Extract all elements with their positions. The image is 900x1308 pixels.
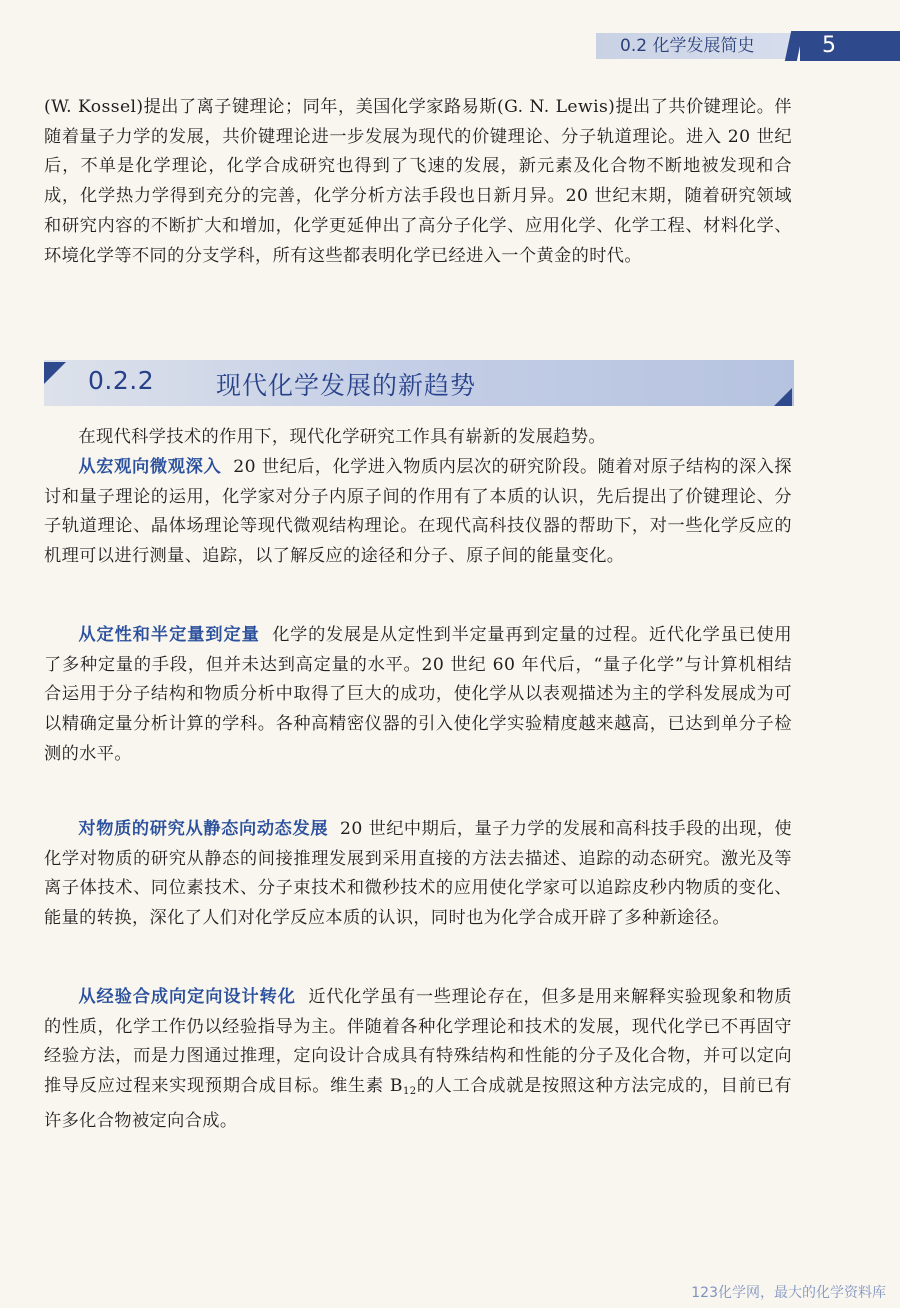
lead-paragraph: 在现代科学技术的作用下，现代化学研究工作具有崭新的发展趋势。 (78, 427, 607, 447)
page-number: 5 (800, 31, 900, 61)
trend-paragraph-4 (44, 983, 792, 1137)
trend-text: 20 世纪中期后，量子力学的发展和高科技手段的出现，使化学对物质的研究从静态的间接推理发展到采用直接的方法去描述、追踪的动态研究。激光及等离子体技术、同位素技术、分子束技术和微秒技术的应用使化学家可以追踪皮秒内物质的变化、能量的转换，深化了人们对化学反应本质的认识，同时也为化学合成开辟了多种新途径。 (44, 819, 793, 929)
trend-text: 化学的发展是从定性到半定量再到定量的过程。近代化学虽已使用了多种定量的手段，但并未达到高定量的水平。20 世纪 60 年代后，“量子化学”与计算机相结合运用于分子结构和物质分析中取得了巨大的成功，使化学从以表观描述为主的学科发展成为可以精确定量分析计算的学科。各种高精密仪器的引入使化学实验精度越来越高，已达到单分子检测的水平。 (44, 625, 792, 764)
heading-corner-right (774, 388, 792, 406)
heading-corner-left (44, 362, 66, 384)
trend-text: 的人工合成就是按照这种方法完成的，目前已有许多化合物被定向合成。 (44, 1076, 793, 1131)
trend-text: 近代化学虽有一些理论存在，但多是用来解释实验现象和物质的性质，化学工作仍以经验指导为主。伴随着各种化学理论和技术的发展，现代化学已不再固守经验方法，而是力图通过推理，定向设计合成具有特殊结构和性能的分子及化合物，并可以定向推导反应过程来实现预期合成目标。维生素 B (44, 987, 792, 1097)
intro-paragraph: (W. Kossel)提出了离子键理论；同年，美国化学家路易斯(G. N. Lewis)提出了共价键理论。伴随着量子力学的发展，共价键理论进一步发展为现代的价键理论、分子轨道理论。进入 20 世纪后，不单是化学理论，化学合成研究也得到了飞速的发展，新元素及化合物不断地被发现和合成，化学热力学得到充分的完善，化学分析方法手段也日新月异。20 世纪末期，随着研究领域和研究内容的不断扩大和增加，化学更延伸出了高分子化学、应用化学、化学工程、材料化学、环境化学等不同的分支学科，所有这些都表明化学已经进入一个黄金的时代。 (44, 97, 792, 266)
trend-keyword: 从定性和半定量到定量 (78, 625, 260, 645)
header-section-title: 0.2 化学发展简史 (596, 33, 792, 59)
trend-paragraph-2 (44, 621, 792, 770)
section-title: 现代化学发展的新趋势 (216, 371, 477, 400)
section-heading (44, 360, 794, 406)
section-number: 0.2.2 (88, 366, 155, 395)
watermark: 123化学网，最大的化学资料库 (691, 1285, 886, 1301)
vitamin-subscript: 12 (402, 1086, 417, 1098)
running-header (596, 31, 900, 61)
trend-keyword: 对物质的研究从静态向动态发展 (78, 819, 329, 839)
trend-paragraph-3 (44, 815, 792, 934)
trend-keyword: 从宏观向微观深入 (78, 457, 222, 477)
trend-text: 20 世纪后，化学进入物质内层次的研究阶段。随着对原子结构的深入探讨和量子理论的运用，化学家对分子内原子间的作用有了本质的认识，先后提出了价键理论、分子轨道理论、晶体场理论等现代微观结构理论。在现代高科技仪器的帮助下，对一些化学反应的机理可以进行测量、追踪，以了解反应的途径和分子、原子间的能量变化。 (44, 457, 792, 567)
trend-keyword: 从经验合成向定向设计转化 (78, 987, 296, 1007)
trend-paragraph-1 (44, 453, 792, 572)
